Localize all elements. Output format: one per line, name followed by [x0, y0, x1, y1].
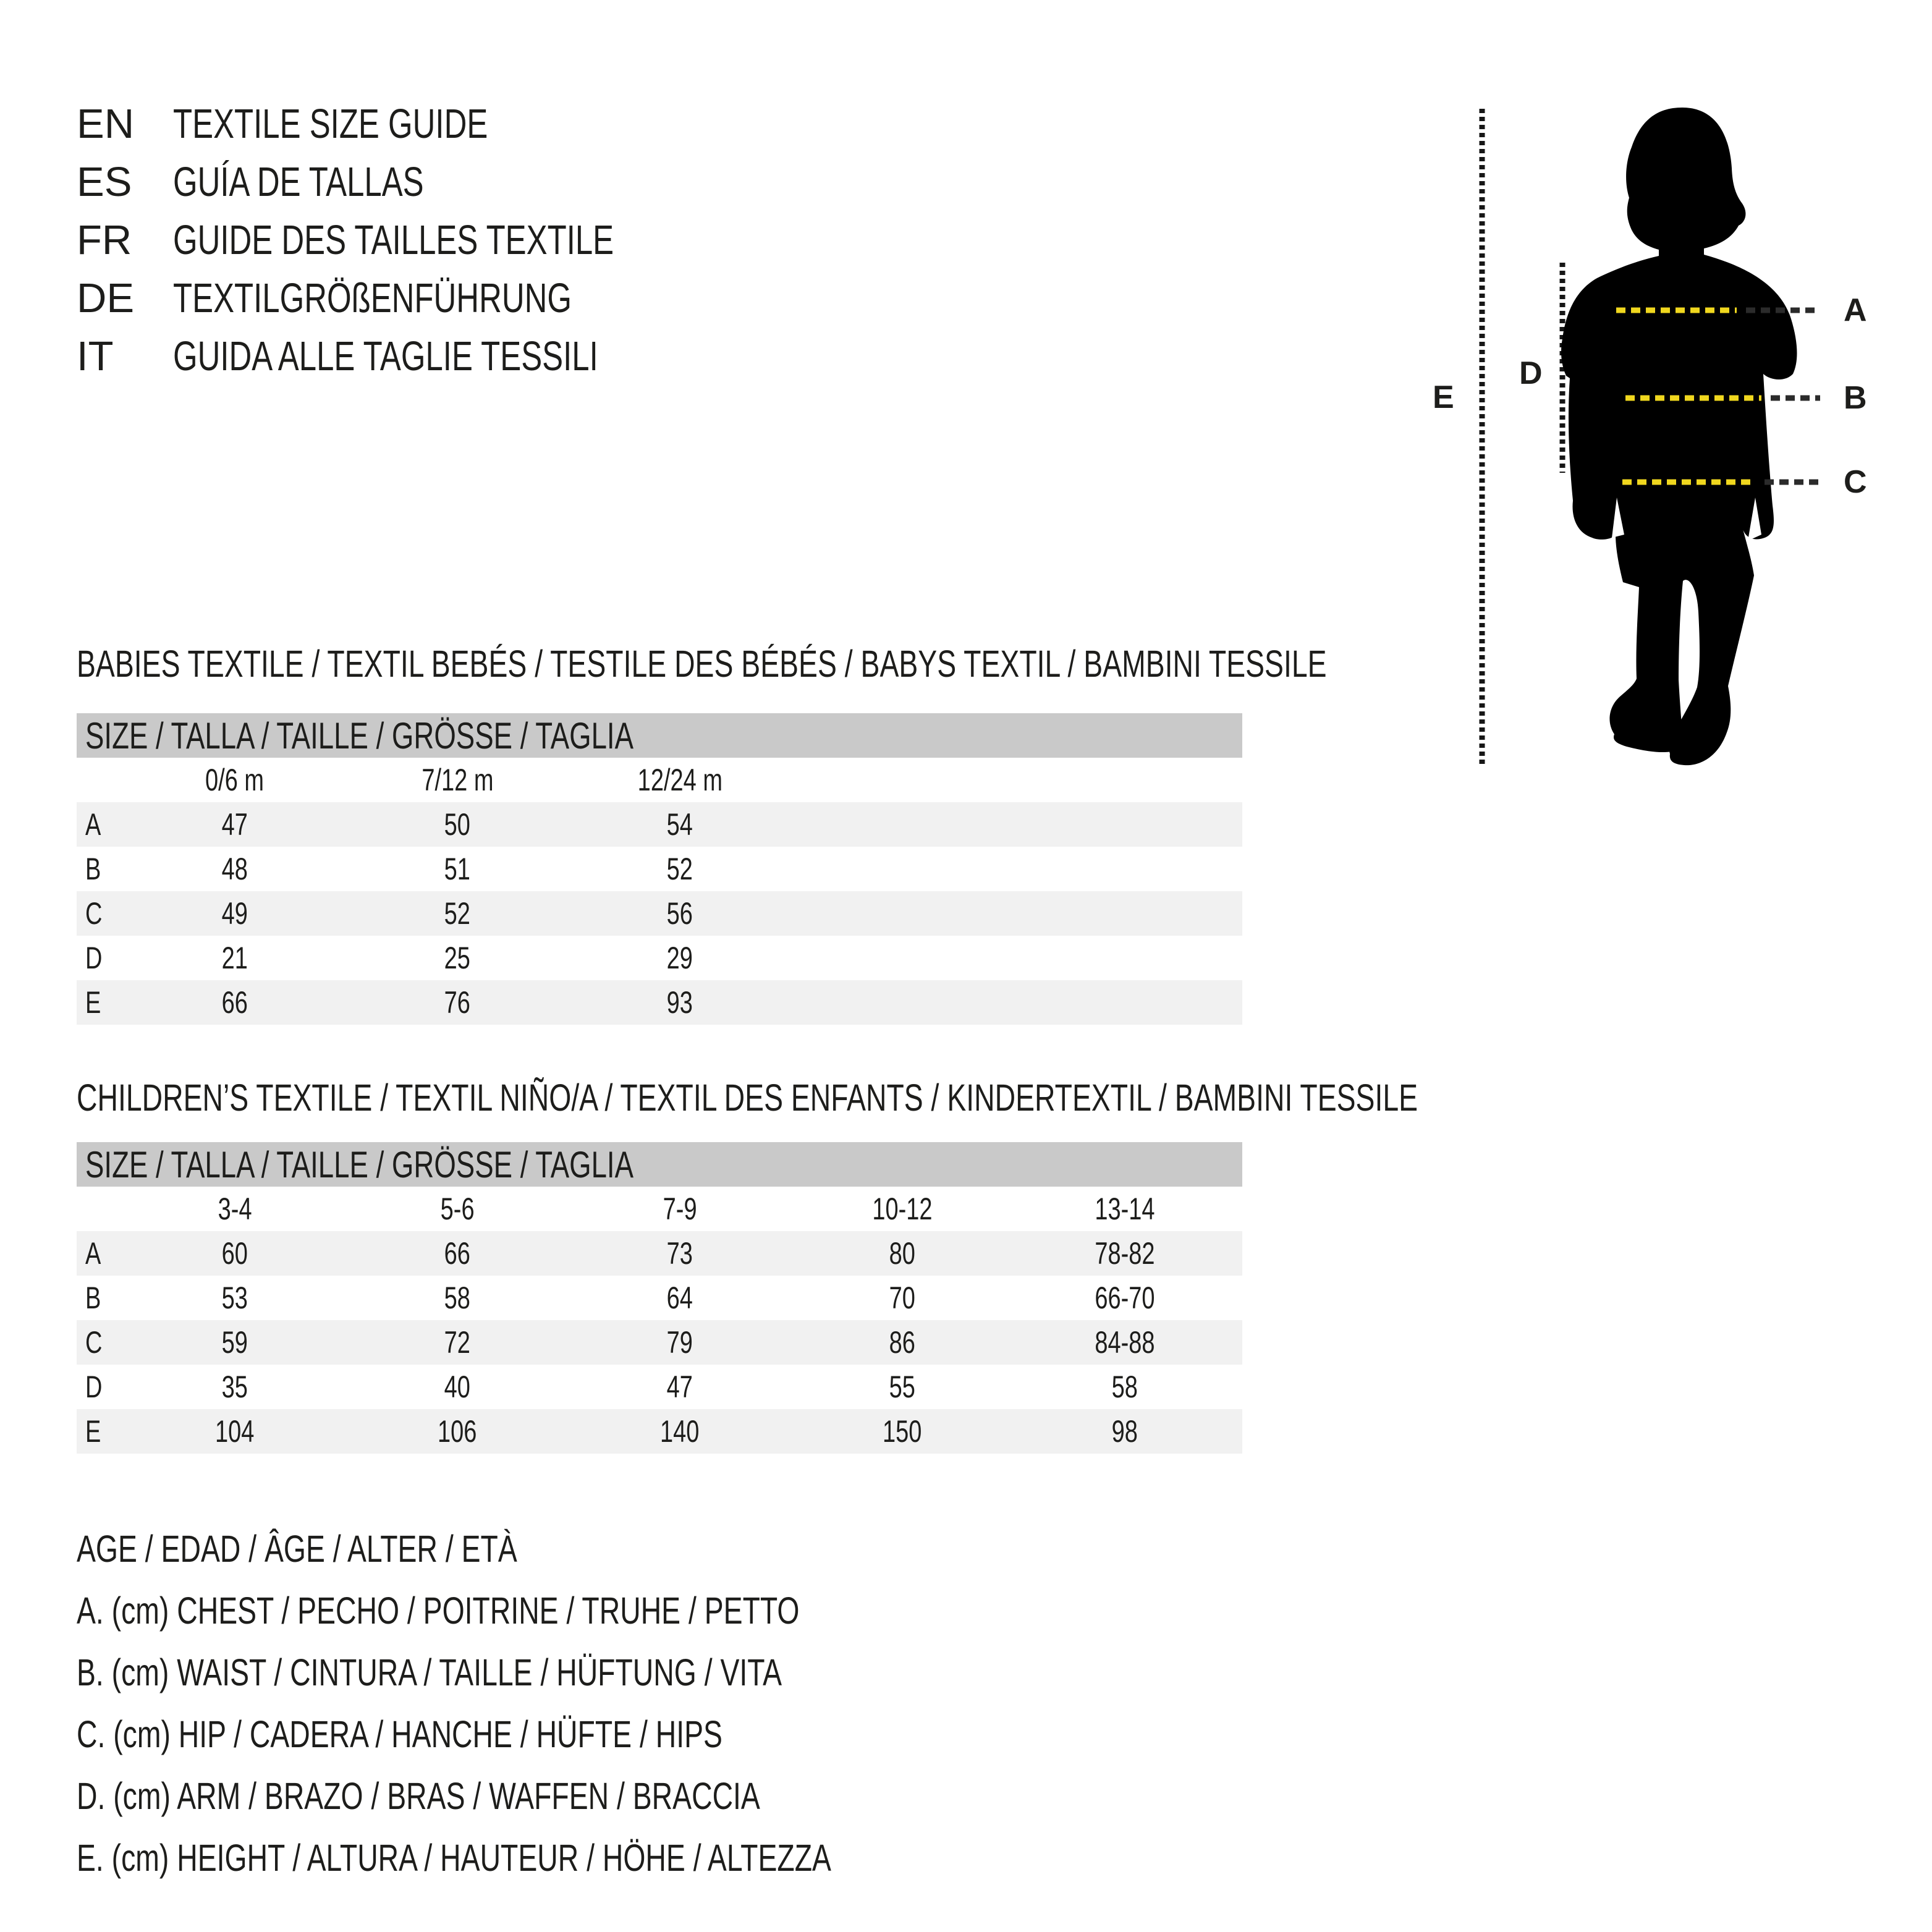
value-cell: 76: [444, 985, 471, 1020]
value-cell: 59: [221, 1325, 248, 1360]
table-row-c: [77, 891, 1242, 936]
language-row-es: [77, 153, 753, 211]
column-header: 13-14: [1095, 1192, 1155, 1226]
language-code: EN: [77, 100, 135, 147]
value-cell: 51: [444, 852, 471, 886]
babies-section-title: [77, 643, 1721, 685]
guide-title-fr: GUIDE DES TAILLES TEXTILE: [173, 216, 614, 263]
column-header: 3-4: [218, 1192, 252, 1226]
table-row-a: [77, 1231, 1242, 1276]
row-label: E: [85, 985, 101, 1020]
table-row-d: [77, 936, 1242, 980]
value-cell: 49: [221, 896, 248, 931]
value-cell: 79: [666, 1325, 693, 1360]
table-row-e: [77, 980, 1242, 1025]
value-cell: 50: [444, 807, 471, 842]
column-header: 10-12: [872, 1192, 933, 1226]
row-label: D: [85, 1370, 103, 1404]
value-cell: 66-70: [1095, 1281, 1155, 1315]
value-cell: 29: [666, 941, 693, 975]
row-label: C: [85, 1325, 103, 1360]
children-section-title: [77, 1077, 1841, 1119]
value-cell: 60: [221, 1236, 248, 1271]
value-cell: 53: [221, 1281, 248, 1315]
value-cell: 52: [444, 896, 471, 931]
value-cell: 66: [221, 985, 248, 1020]
value-cell: 55: [889, 1370, 916, 1404]
column-header: 5-6: [440, 1192, 475, 1226]
value-cell: 73: [666, 1236, 693, 1271]
language-row-fr: [77, 211, 753, 269]
children-table-header-text: SIZE / TALLA / TAILLE / GRÖSSE / TAGLIA: [85, 1143, 634, 1185]
column-header: 0/6 m: [205, 763, 265, 797]
value-cell: 47: [666, 1370, 693, 1404]
legend-waist: B. (cm) WAIST / CINTURA / TAILLE / HÜFTUNG / VITA: [77, 1651, 782, 1693]
value-cell: 80: [889, 1236, 916, 1271]
guide-title-it: GUIDA ALLE TAGLIE TESSILI: [173, 333, 598, 379]
guide-title-en: TEXTILE SIZE GUIDE: [173, 100, 488, 147]
legend-height: E. (cm) HEIGHT / ALTURA / HAUTEUR / HÖHE / ALTEZZA: [77, 1837, 831, 1879]
value-cell: 58: [1111, 1370, 1138, 1404]
measurement-legend: [77, 1518, 1070, 1889]
value-cell: 140: [660, 1414, 700, 1449]
row-label: B: [85, 852, 101, 886]
row-label: A: [85, 1236, 101, 1271]
label-e: E: [1433, 379, 1454, 415]
row-label: C: [85, 896, 103, 931]
babies-table-header-bar: [77, 713, 1242, 758]
legend-age: AGE / EDAD / ÂGE / ALTER / ETÀ: [77, 1528, 517, 1570]
legend-chest: A. (cm) CHEST / PECHO / POITRINE / TRUHE / PETTO: [77, 1590, 800, 1632]
value-cell: 86: [889, 1325, 916, 1360]
label-b: B: [1844, 380, 1867, 416]
language-row-de: [77, 269, 753, 327]
column-header: 7/12 m: [421, 763, 494, 797]
row-label: B: [85, 1281, 101, 1315]
language-row-en: [77, 95, 753, 153]
babies-column-header-row: [77, 758, 1242, 802]
guide-title-es: GUÍA DE TALLAS: [173, 158, 424, 205]
value-cell: 58: [444, 1281, 471, 1315]
babies-size-table: [77, 713, 1242, 1025]
guide-title-de: TEXTILGRÖßENFÜHRUNG: [173, 274, 572, 321]
language-title-list: [77, 95, 753, 385]
value-cell: 35: [221, 1370, 248, 1404]
value-cell: 98: [1111, 1414, 1138, 1449]
value-cell: 93: [666, 985, 693, 1020]
value-cell: 104: [215, 1414, 255, 1449]
value-cell: 78-82: [1095, 1236, 1155, 1271]
babies-section-title-text: BABIES TEXTILE / TEXTIL BEBÉS / TESTILE DES BÉBÉS / BABYS TEXTIL / BAMBINI TESSILE: [77, 643, 1327, 685]
value-cell: 40: [444, 1370, 471, 1404]
label-c: C: [1844, 464, 1867, 500]
value-cell: 25: [444, 941, 471, 975]
language-code: DE: [77, 274, 135, 321]
value-cell: 84-88: [1095, 1325, 1155, 1360]
value-cell: 48: [221, 852, 248, 886]
value-cell: 47: [221, 807, 248, 842]
table-row-b: [77, 847, 1242, 891]
value-cell: 56: [666, 896, 693, 931]
language-code: IT: [77, 333, 114, 379]
value-cell: 64: [666, 1281, 693, 1315]
column-header: 12/24 m: [637, 763, 722, 797]
children-column-header-row: [77, 1187, 1242, 1231]
table-row-c: [77, 1320, 1242, 1365]
legend-arm: D. (cm) ARM / BRAZO / BRAS / WAFFEN / BRACCIA: [77, 1775, 760, 1817]
label-a: A: [1844, 292, 1867, 328]
value-cell: 150: [883, 1414, 922, 1449]
row-label: A: [85, 807, 101, 842]
table-row-e: [77, 1409, 1242, 1454]
language-code: ES: [77, 158, 132, 205]
row-label: E: [85, 1414, 101, 1449]
table-row-a: [77, 802, 1242, 847]
legend-hip: C. (cm) HIP / CADERA / HANCHE / HÜFTE / HIPS: [77, 1713, 722, 1755]
children-table-header-bar: [77, 1142, 1242, 1187]
column-header: 7-9: [663, 1192, 697, 1226]
value-cell: 21: [221, 941, 248, 975]
measurement-diagram: [1409, 93, 1932, 791]
table-row-b: [77, 1276, 1242, 1320]
value-cell: 52: [666, 852, 693, 886]
value-cell: 72: [444, 1325, 471, 1360]
label-d: D: [1519, 355, 1543, 391]
value-cell: 66: [444, 1236, 471, 1271]
children-section-title-text: CHILDREN’S TEXTILE / TEXTIL NIÑO/A / TEXTIL DES ENFANTS / KINDERTEXTIL / BAMBINI TESSILE: [77, 1077, 1418, 1119]
children-size-table: [77, 1142, 1242, 1454]
language-code: FR: [77, 216, 132, 263]
babies-table-header-text: SIZE / TALLA / TAILLE / GRÖSSE / TAGLIA: [85, 714, 634, 756]
language-row-it: [77, 327, 753, 385]
table-row-d: [77, 1365, 1242, 1409]
row-label: D: [85, 941, 103, 975]
value-cell: 106: [438, 1414, 477, 1449]
value-cell: 54: [666, 807, 693, 842]
value-cell: 70: [889, 1281, 916, 1315]
